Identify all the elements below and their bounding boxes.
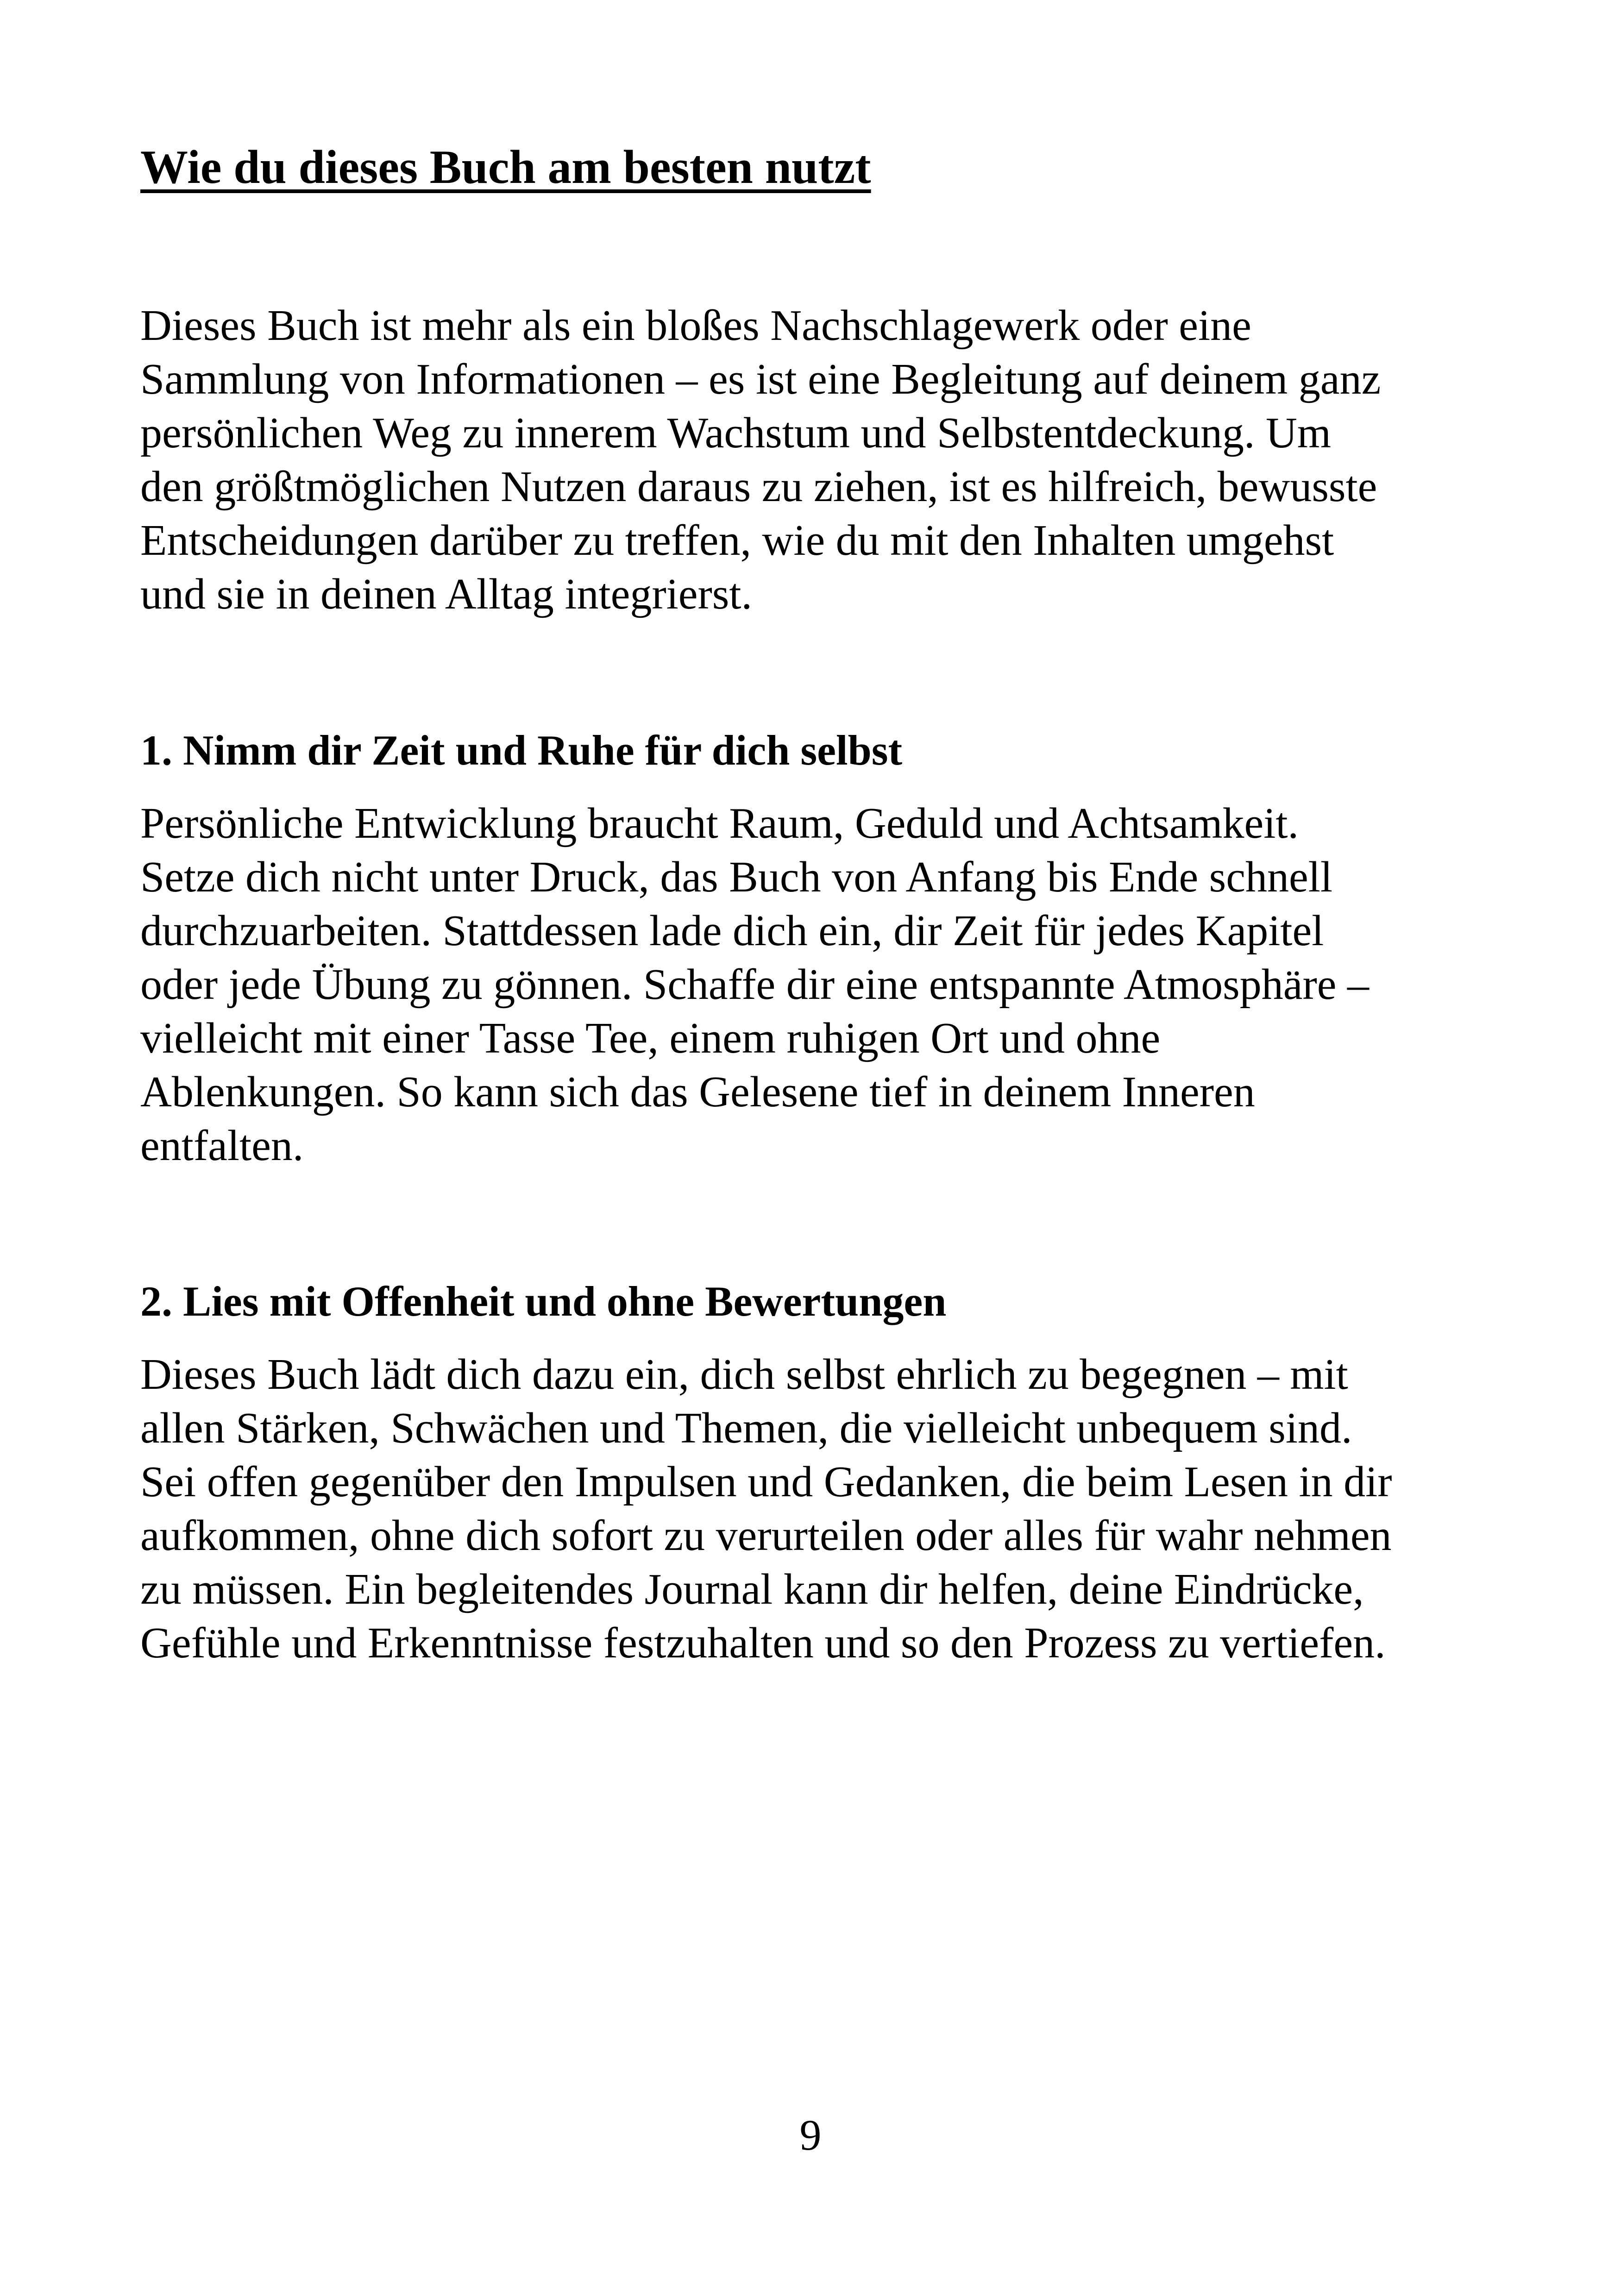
section-1-line: durchzuarbeiten. Stattdessen lade dich ein, dir Zeit für jedes Kapitel xyxy=(140,907,1324,955)
intro-line: Sammlung von Informationen – es ist eine Begleitung auf deinem ganz xyxy=(140,355,1381,403)
section-1-paragraph xyxy=(140,797,1493,1173)
section-2-heading: 2. Lies mit Offenheit und ohne Bewertungen xyxy=(140,1278,947,1325)
intro-line: Dieses Buch ist mehr als ein bloßes Nachschlagewerk oder eine xyxy=(140,301,1251,350)
section-2-line: aufkommen, ohne dich sofort zu verurteilen oder alles für wahr nehmen xyxy=(140,1512,1392,1560)
section-1-line: oder jede Übung zu gönnen. Schaffe dir eine entspannte Atmosphäre – xyxy=(140,960,1369,1009)
section-1-line: Ablenkungen. So kann sich das Gelesene tief in deinem Inneren xyxy=(140,1068,1255,1116)
section-1-line: entfalten. xyxy=(140,1122,304,1170)
section-1-heading: 1. Nimm dir Zeit und Ruhe für dich selbst xyxy=(140,727,903,774)
page-number: 9 xyxy=(799,2111,822,2159)
section-2-line: zu müssen. Ein begleitendes Journal kann dir helfen, deine Eindrücke, xyxy=(140,1565,1364,1613)
intro-line: und sie in deinen Alltag integrierst. xyxy=(140,570,752,618)
section-2-line: allen Stärken, Schwächen und Themen, die vielleicht unbequem sind. xyxy=(140,1404,1352,1452)
section-2-line: Sei offen gegenüber den Impulsen und Gedanken, die beim Lesen in dir xyxy=(140,1458,1392,1506)
section-2-paragraph xyxy=(140,1348,1493,1670)
intro-line: Entscheidungen darüber zu treffen, wie du mit den Inhalten umgehst xyxy=(140,516,1334,565)
section-2-line: Dieses Buch lädt dich dazu ein, dich selbst ehrlich zu begegnen – mit xyxy=(140,1350,1348,1399)
intro-paragraph xyxy=(140,299,1493,621)
intro-line: persönlichen Weg zu innerem Wachstum und Selbstentdeckung. Um xyxy=(140,409,1332,457)
section-2-line: Gefühle und Erkenntnisse festzuhalten und so den Prozess zu vertiefen. xyxy=(140,1619,1386,1667)
section-1-line: Persönliche Entwicklung braucht Raum, Geduld und Achtsamkeit. xyxy=(140,799,1299,847)
page-title: Wie du dieses Buch am besten nutzt xyxy=(140,141,871,194)
section-1-line: vielleicht mit einer Tasse Tee, einem ruhigen Ort und ohne xyxy=(140,1014,1161,1062)
section-1-line: Setze dich nicht unter Druck, das Buch von Anfang bis Ende schnell xyxy=(140,853,1332,901)
intro-line: den größtmöglichen Nutzen daraus zu ziehen, ist es hilfreich, bewusste xyxy=(140,463,1377,511)
